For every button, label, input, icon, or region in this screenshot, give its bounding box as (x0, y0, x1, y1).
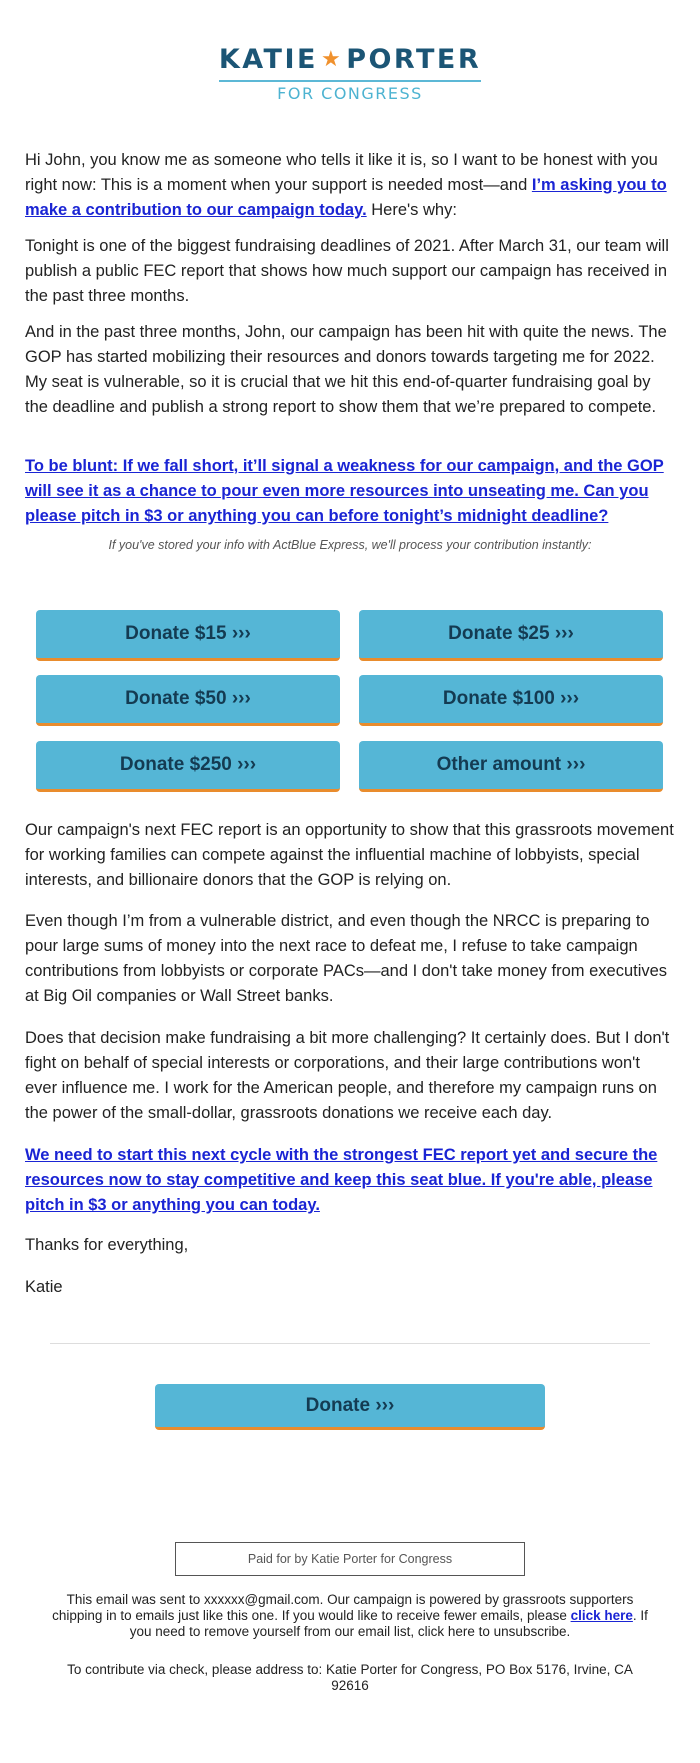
star-icon: ★ (320, 47, 344, 72)
donate-other-amount-button[interactable]: Other amount ››› (359, 741, 663, 792)
donate-25-button[interactable]: Donate $25 ››› (359, 610, 663, 661)
footer-sent-text: This email was sent to xxxxxx@gmail.com. Our campaign is powered by grassroots supporters chipping in to emails just like this one. If you would like to receive fewer emails, please (52, 1592, 634, 1623)
thanks-line: Thanks for everything, (25, 1236, 189, 1254)
logo-wordmark (0, 44, 700, 78)
campaign-logo (0, 44, 700, 103)
footer-unsubscribe-text: . If you need to remove yourself from our email list, click here to unsubscribe. (129, 1608, 648, 1639)
logo-first-name: KATIE (218, 44, 318, 75)
paragraph-no-pac-money: Even though I’m from a vulnerable district, and even though the NRCC is preparing to pour large sums of money into the next race to defeat me, I refuse to take campaign contributions from lobbyists or corporate PACs—and I don't take money from executives at Big Oil companies or Wall Street banks. (25, 912, 668, 1005)
intro-text: Hi John, you know me as someone who tells it like it is, so I want to be honest with you right now: This is a moment when your support is needed most—and (25, 151, 658, 194)
blunt-appeal-link[interactable]: To be blunt: If we fall short, it’ll signal a weakness for our campaign, and the GOP will see it as a chance to pour even more resources into unseating me. Can you please pitch in $3 or anything you can before tonight’s midnight deadline? (25, 457, 664, 525)
section-divider (50, 1343, 650, 1344)
donate-100-button[interactable]: Donate $100 ››› (359, 675, 663, 726)
fewer-emails-link[interactable]: click here (570, 1608, 633, 1623)
logo-subtitle: FOR CONGRESS (277, 84, 423, 103)
footer-notice (50, 1592, 650, 1640)
closing-appeal-link[interactable]: We need to start this next cycle with the strongest FEC report yet and secure the resources now to stay competitive and keep this seat blue. If you're able, please pitch in $3 or anything you can today. (25, 1146, 658, 1214)
logo-last-name: PORTER (346, 44, 482, 75)
actblue-express-note: If you've stored your info with ActBlue Express, we'll process your contribution instantly: (108, 538, 592, 552)
paragraph-news: And in the past three months, John, our campaign has been hit with quite the news. The GOP has started mobilizing their resources and donors towards targeting me for 2022. My seat is vulnerable, so it is crucial that we hit this end-of-quarter fundraising goal by the deadline and publish a strong report to show them that we’re prepared to compete. (25, 323, 667, 416)
paragraph-blunt-appeal (25, 454, 675, 529)
paragraph-closing-appeal (25, 1143, 675, 1218)
paid-for-disclaimer: Paid for by Katie Porter for Congress (175, 1542, 525, 1576)
intro-tail: Here's why: (366, 201, 457, 219)
logo-divider (219, 80, 481, 82)
paragraph-deadline: Tonight is one of the biggest fundraising deadlines of 2021. After March 31, our team will publish a public FEC report that shows how much support our campaign has received in the past three months. (25, 237, 669, 305)
paragraph-fec-opportunity: Our campaign's next FEC report is an opportunity to show that this grassroots movement for working families can compete against the influential machine of lobbyists, special interests, and billionaire donors that the GOP is relying on. (25, 821, 674, 889)
donate-15-button[interactable]: Donate $15 ››› (36, 610, 340, 661)
contribution-link[interactable]: I’m asking you to make a contribution to our campaign today. (25, 176, 667, 219)
donate-250-button[interactable]: Donate $250 ››› (36, 741, 340, 792)
paragraph-grassroots: Does that decision make fundraising a bit more challenging? It certainly does. But I don't fight on behalf of special interests or corporations, and their large contributions won't ever influence me. I work for the American people, and therefore my campaign runs on the power of the small-dollar, grassroots donations we receive each day. (25, 1029, 670, 1122)
donate-50-button[interactable]: Donate $50 ››› (36, 675, 340, 726)
donate-button[interactable]: Donate ››› (155, 1384, 545, 1430)
check-address: To contribute via check, please address to: Katie Porter for Congress, PO Box 5176, Irvine, CA 92616 (67, 1662, 633, 1693)
signature: Katie (25, 1278, 63, 1296)
paragraph-intro (25, 148, 675, 223)
